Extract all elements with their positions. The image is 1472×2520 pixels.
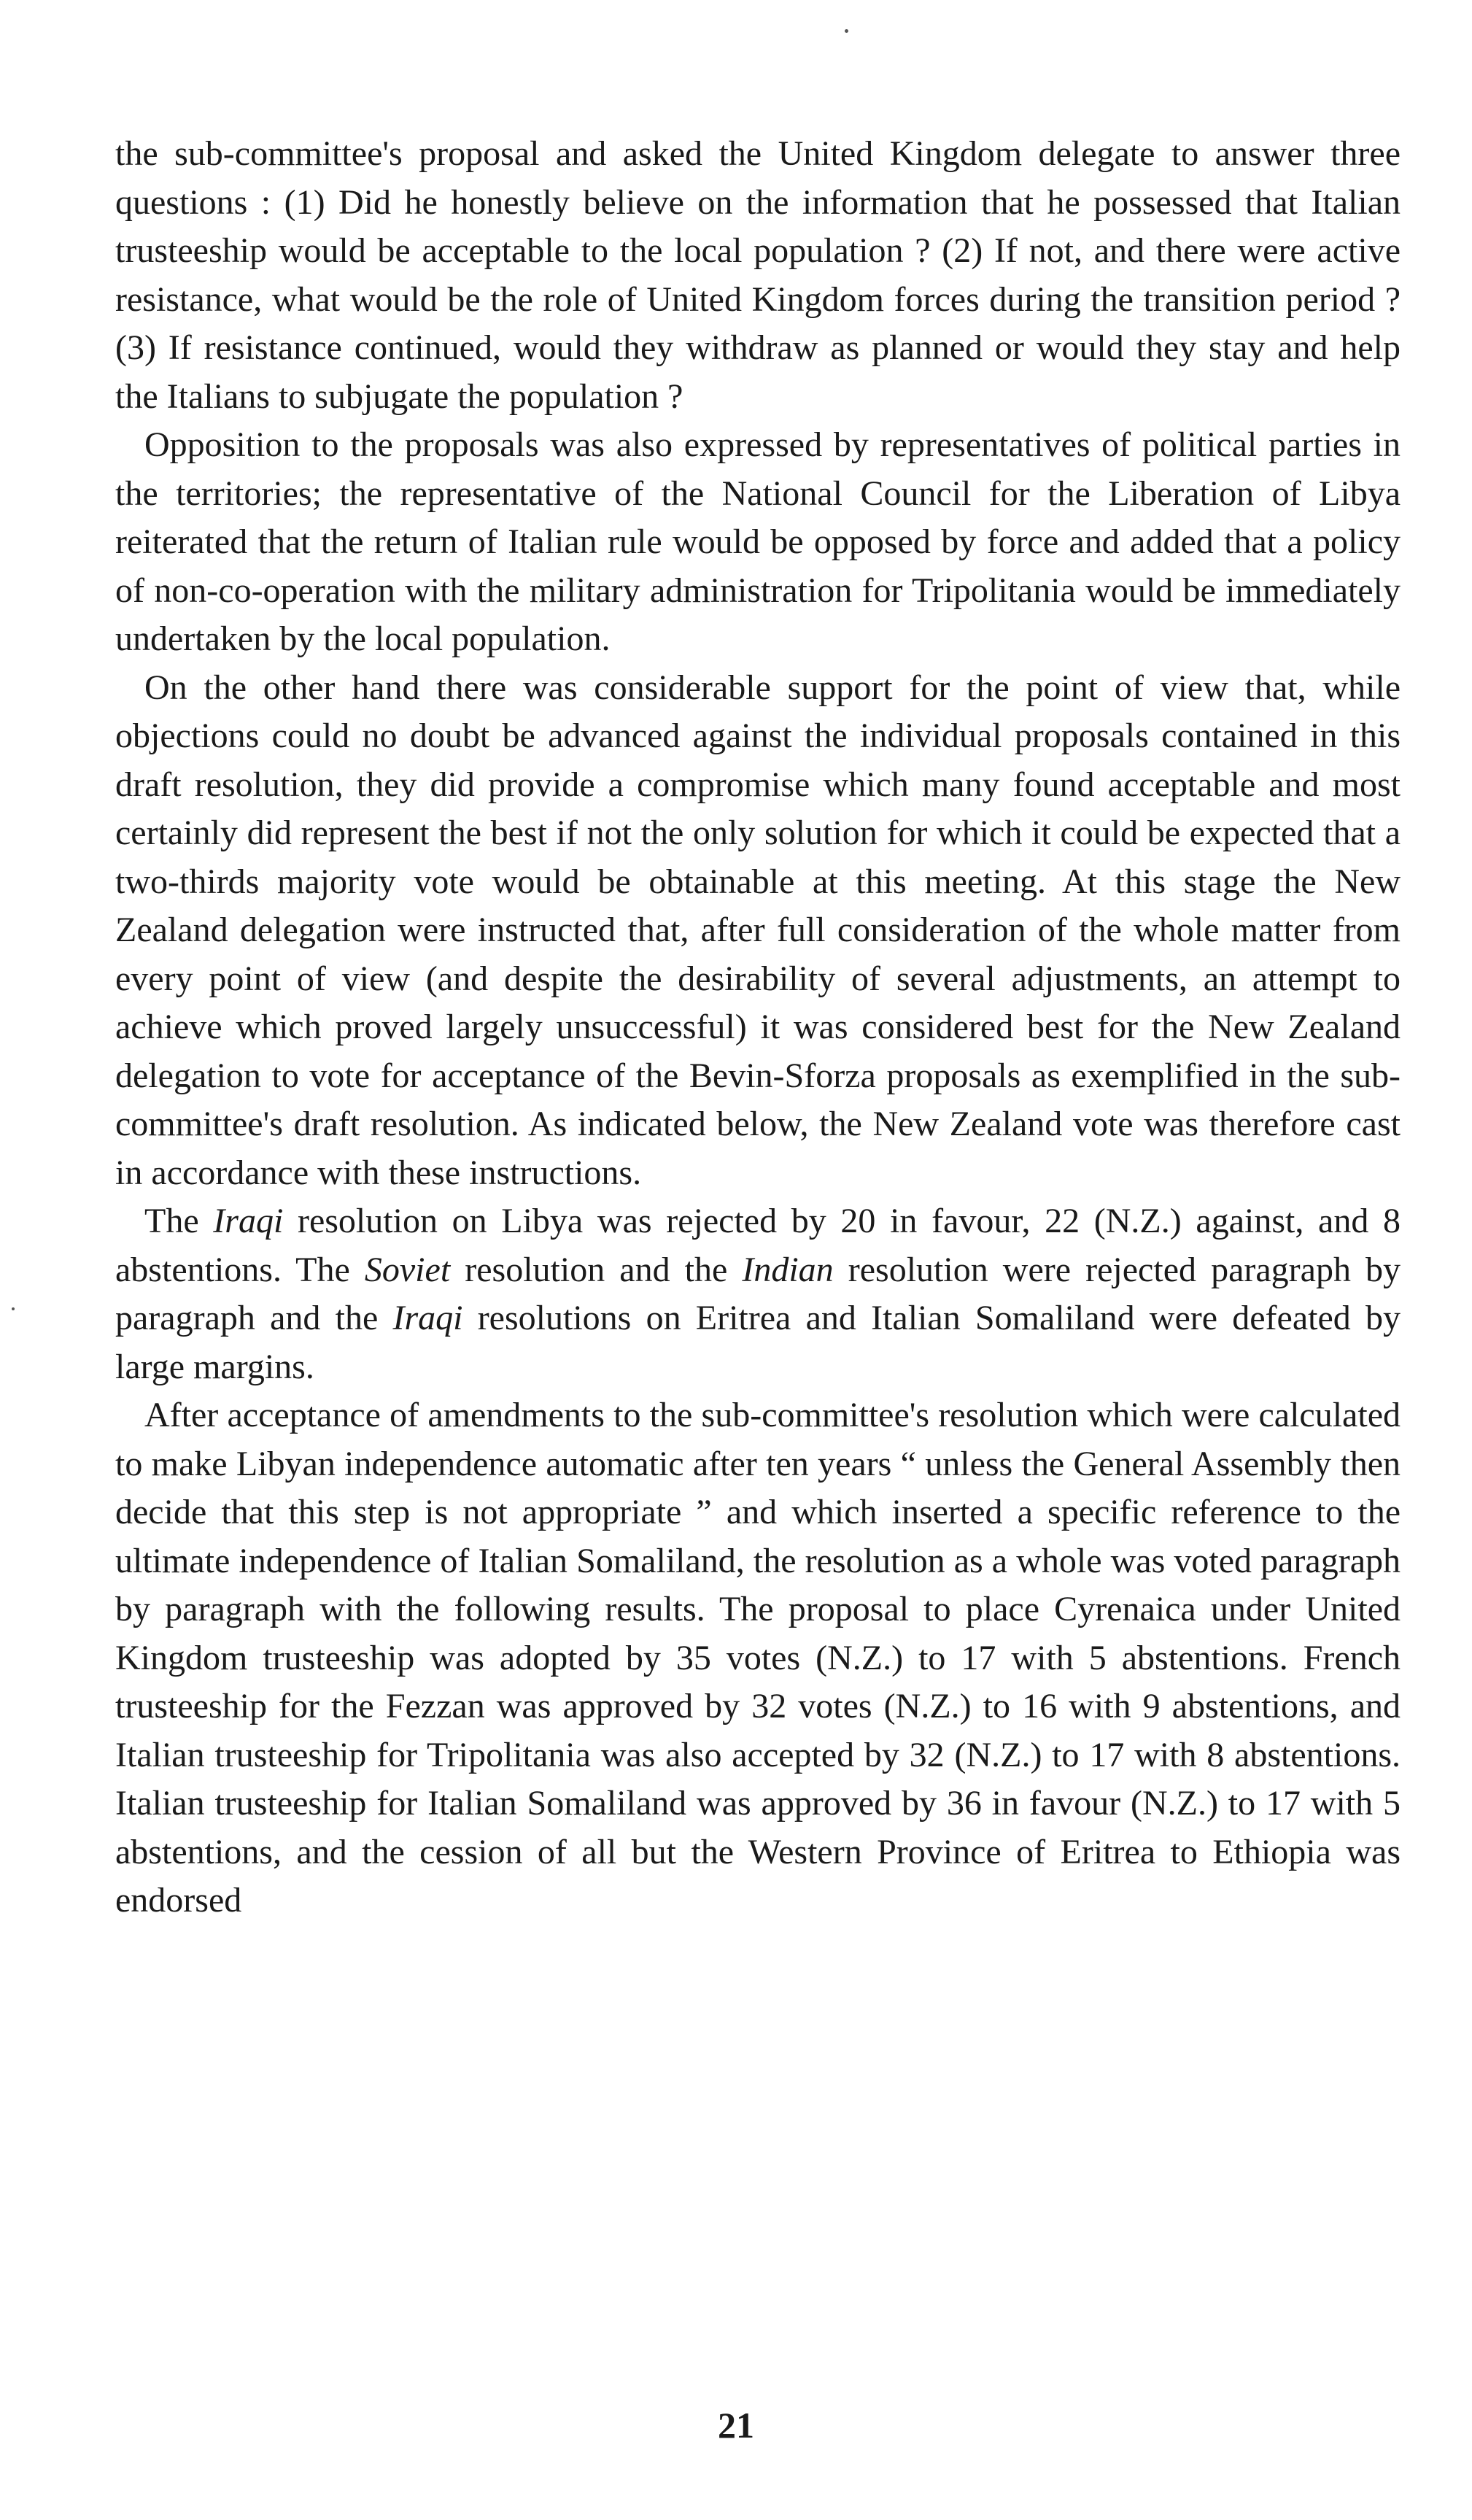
text-run: resolution on Libya was rejected by 20 in favour, 22 (N.Z.) against, and 8 abstentions. The	[115, 1202, 1401, 1289]
paragraph-questions: the sub-committee's proposal and asked the United Kingdom delegate to answer three questions : (1) Did he honestly believe on the information that he possessed that Italian trusteeship would be acceptable to the local population ? (2) If not, and there were active resistance, what would be the role of United Kingdom forces during the transition period ? (3) If resistance continued, would they withdraw as planned or would they stay and help the Italians to subjugate the population ?	[115, 134, 1401, 416]
page-number: 21	[718, 2405, 754, 2446]
text-run: resolutions on Eritrea and Italian Somaliland were defeated by large margins.	[115, 1299, 1401, 1386]
italic-term-iraqi: Iraqi	[213, 1202, 284, 1240]
text-run: resolution were rejected paragraph by paragraph and the	[115, 1250, 1401, 1337]
italic-term-indian: Indian	[742, 1250, 834, 1289]
paper-speck-top	[845, 29, 848, 33]
italic-term-iraqi: Iraqi	[392, 1299, 463, 1337]
paper-speck-left	[12, 1307, 15, 1310]
page-body	[115, 130, 1401, 1925]
paragraph-support: On the other hand there was considerable support for the point of view that, while objections could no doubt be advanced against the individual proposals contained in this draft resolution, they did provide a compromise which many found acceptable and most certainly did represent the best if not the only solution for which it could be expected that a two-thirds majority vote would be obtainable at this meeting. At this stage the New Zealand delegation were instructed that, after full consideration of the whole matter from every point of view (and despite the desirability of several adjustments, an attempt to achieve which proved largely unsuccessful) it was considered best for the New Zealand delegation to vote for acceptance of the Bevin-Sforza proposals as exemplified in the sub-committee's draft resolution. As indicated below, the New Zealand vote was therefore cast in accordance with these instructions.	[115, 668, 1401, 1192]
text-run: The	[144, 1202, 214, 1240]
paragraph-resolutions-rejected	[115, 1197, 1401, 1391]
italic-term-soviet: Soviet	[364, 1250, 451, 1289]
paragraph-votes: After acceptance of amendments to the sub-committee's resolution which were calculated to make Libyan independence automatic after ten years “ unless the General Assembly then decide that this step is not appropriate ” and which inserted a specific reference to the ultimate independence of Italian Somaliland, the resolution as a whole was voted paragraph by paragraph with the following results. The proposal to place Cyrenaica under United Kingdom trusteeship was adopted by 35 votes (N.Z.) to 17 with 5 abstentions. French trusteeship for the Fezzan was approved by 32 votes (N.Z.) to 16 with 9 abstentions, and Italian trusteeship for Tripolitania was also accepted by 32 (N.Z.) to 17 with 8 abstentions. Italian trusteeship for Italian Somaliland was approved by 36 in favour (N.Z.) to 17 with 5 abstentions, and the cession of all but the Western Province of Eritrea to Ethiopia was endorsed	[115, 1396, 1401, 1920]
text-run: resolution and the	[450, 1250, 743, 1289]
paragraph-opposition: Opposition to the proposals was also expressed by representatives of political parties in the territories; the representative of the National Council for the Liberation of Libya reiterated that the return of Italian rule would be opposed by force and added that a policy of non-co-operation with the military administration for Tripolitania would be immediately undertaken by the local population.	[115, 425, 1401, 658]
